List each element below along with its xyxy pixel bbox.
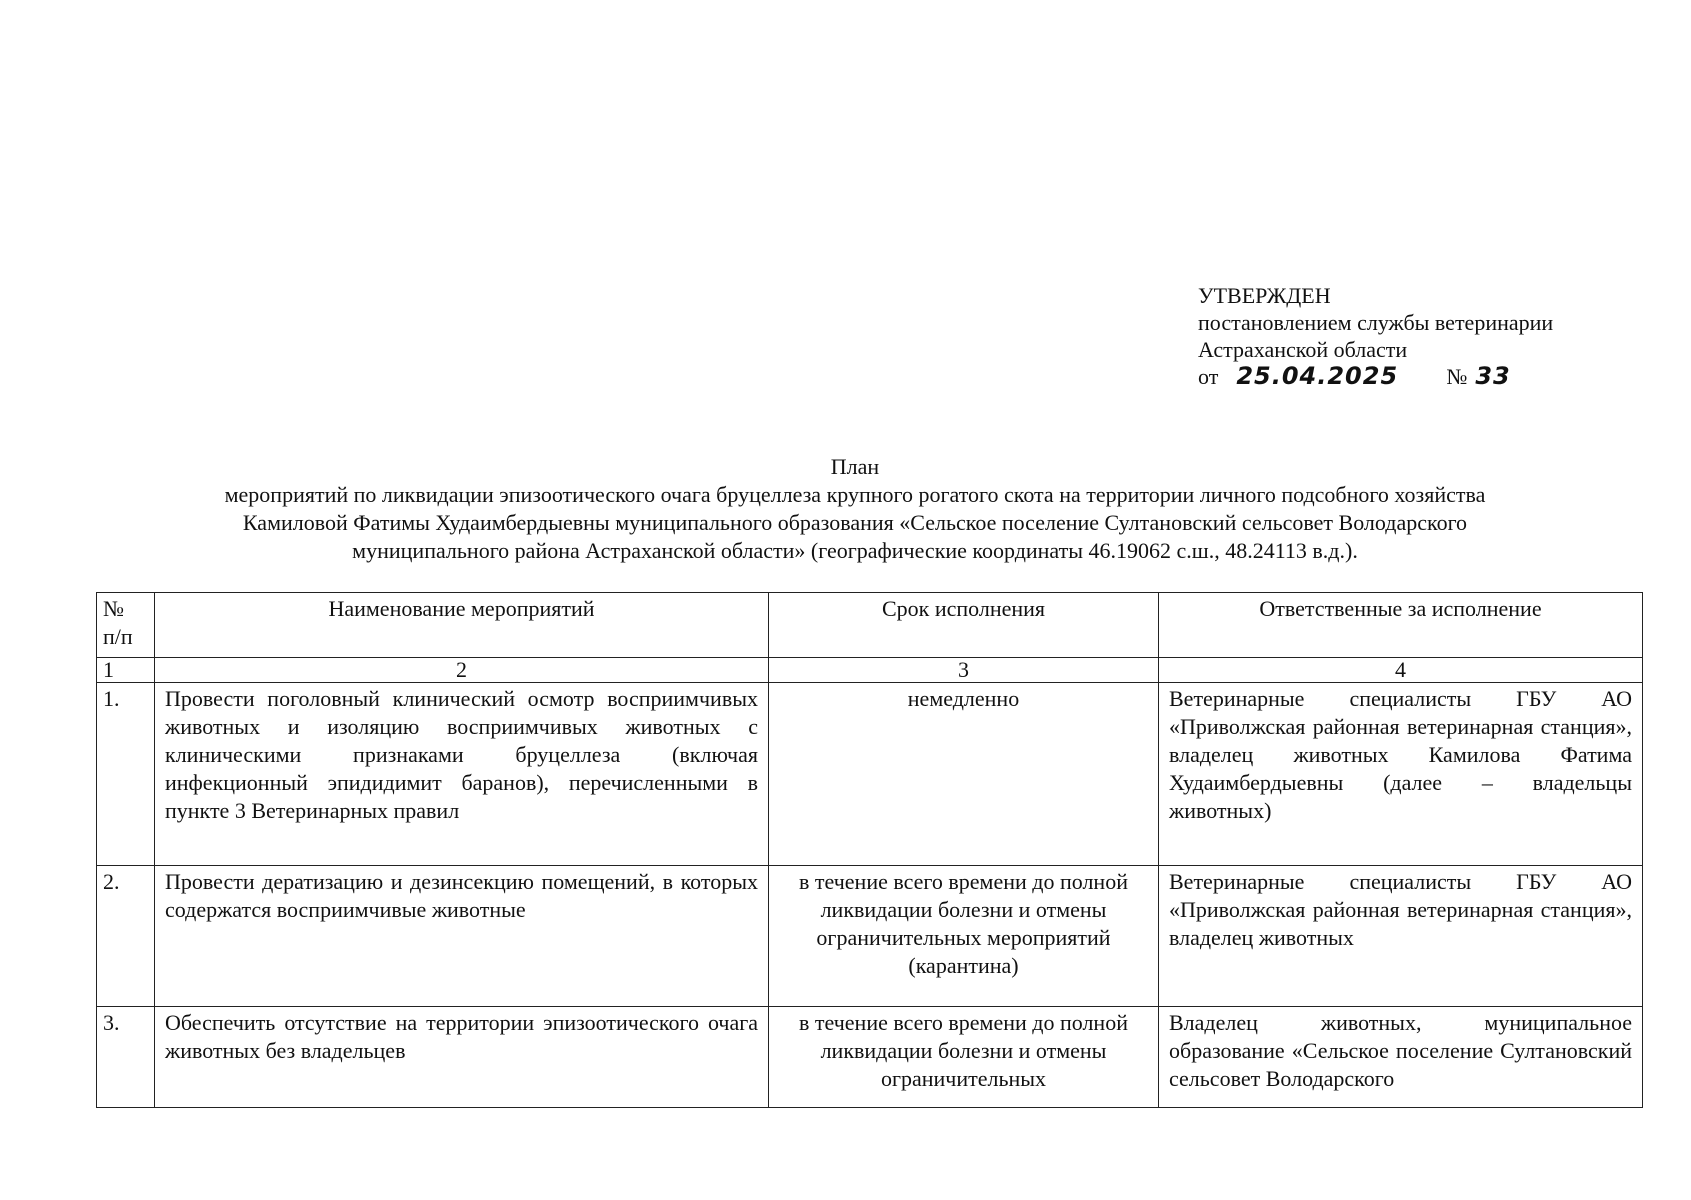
row-responsible: Владелец животных, муниципальное образование «Сельское поселение Султановский сельсовет Володарского (1159, 1007, 1643, 1108)
title-line-2: Камиловой Фатимы Худаимбердыевны муниципального образования «Сельское поселение Султановский сельсовет Володарского (242, 510, 1468, 535)
row-num: 1. (97, 683, 155, 866)
row-deadline: немедленно (769, 683, 1159, 866)
title-line-3: муниципального района Астраханской области» (географические координаты 46.19062 с.ш., 48.24113 в.д.). (352, 538, 1358, 563)
table-row (97, 1007, 1643, 1108)
row-responsible: Ветеринарные специалисты ГБУ АО «Приволжская районная ветеринарная станция», владелец животных Камилова Фатима Худаимбердыевны (далее – владельцы животных) (1159, 683, 1643, 866)
header-deadline: Срок исполнения (769, 593, 1159, 658)
approval-date-line (1198, 363, 1638, 390)
approval-line-2: Астраханской области (1198, 337, 1408, 362)
row-activity: Провести поголовный клинический осмотр восприимчивых животных и изоляцию восприимчивых животных с клиническими признаками бруцеллеза (включая инфекционный эпидидимит баранов), перечисленными в пункте 3 Ветеринарных правил (155, 683, 769, 866)
approval-heading: УТВЕРЖДЕН (1198, 283, 1331, 308)
handwritten-number: 33 (1475, 362, 1511, 390)
header-num: № п/п (97, 593, 155, 658)
row-deadline: в течение всего времени до полной ликвидации болезни и отмены ограничительных (769, 1007, 1159, 1108)
table-header-row (97, 593, 1643, 658)
document-title (120, 453, 1590, 565)
row-activity: Обеспечить отсутствие на территории эпизоотического очага животных без владельцев (155, 1007, 769, 1108)
date-prefix: от (1198, 364, 1219, 389)
title-heading: План (830, 454, 880, 479)
header-name: Наименование мероприятий (155, 593, 769, 658)
plan-table (96, 592, 1643, 1108)
header-responsible: Ответственные за исполнение (1159, 593, 1643, 658)
row-num: 2. (97, 866, 155, 1007)
approval-stamp (1198, 282, 1638, 390)
title-line-1: мероприятий по ликвидации эпизоотического очага бруцеллеза крупного рогатого скота на территории личного подсобного хозяйства (224, 482, 1486, 507)
column-index-4: 4 (1159, 658, 1643, 683)
column-index-row (97, 658, 1643, 683)
row-activity: Провести дератизацию и дезинсекцию помещений, в которых содержатся восприимчивые животные (155, 866, 769, 1007)
column-index-2: 2 (155, 658, 769, 683)
table-row (97, 866, 1643, 1007)
number-label: № (1446, 364, 1468, 389)
row-responsible: Ветеринарные специалисты ГБУ АО «Приволжская районная ветеринарная станция», владелец животных (1159, 866, 1643, 1007)
column-index-1: 1 (97, 658, 155, 683)
approval-line-1: постановлением службы ветеринарии (1198, 310, 1554, 335)
row-deadline: в течение всего времени до полной ликвидации болезни и отмены ограничительных мероприятий (карантина) (769, 866, 1159, 1007)
column-index-3: 3 (769, 658, 1159, 683)
table-row (97, 683, 1643, 866)
row-num: 3. (97, 1007, 155, 1108)
handwritten-date: 25.04.2025 (1236, 362, 1399, 390)
